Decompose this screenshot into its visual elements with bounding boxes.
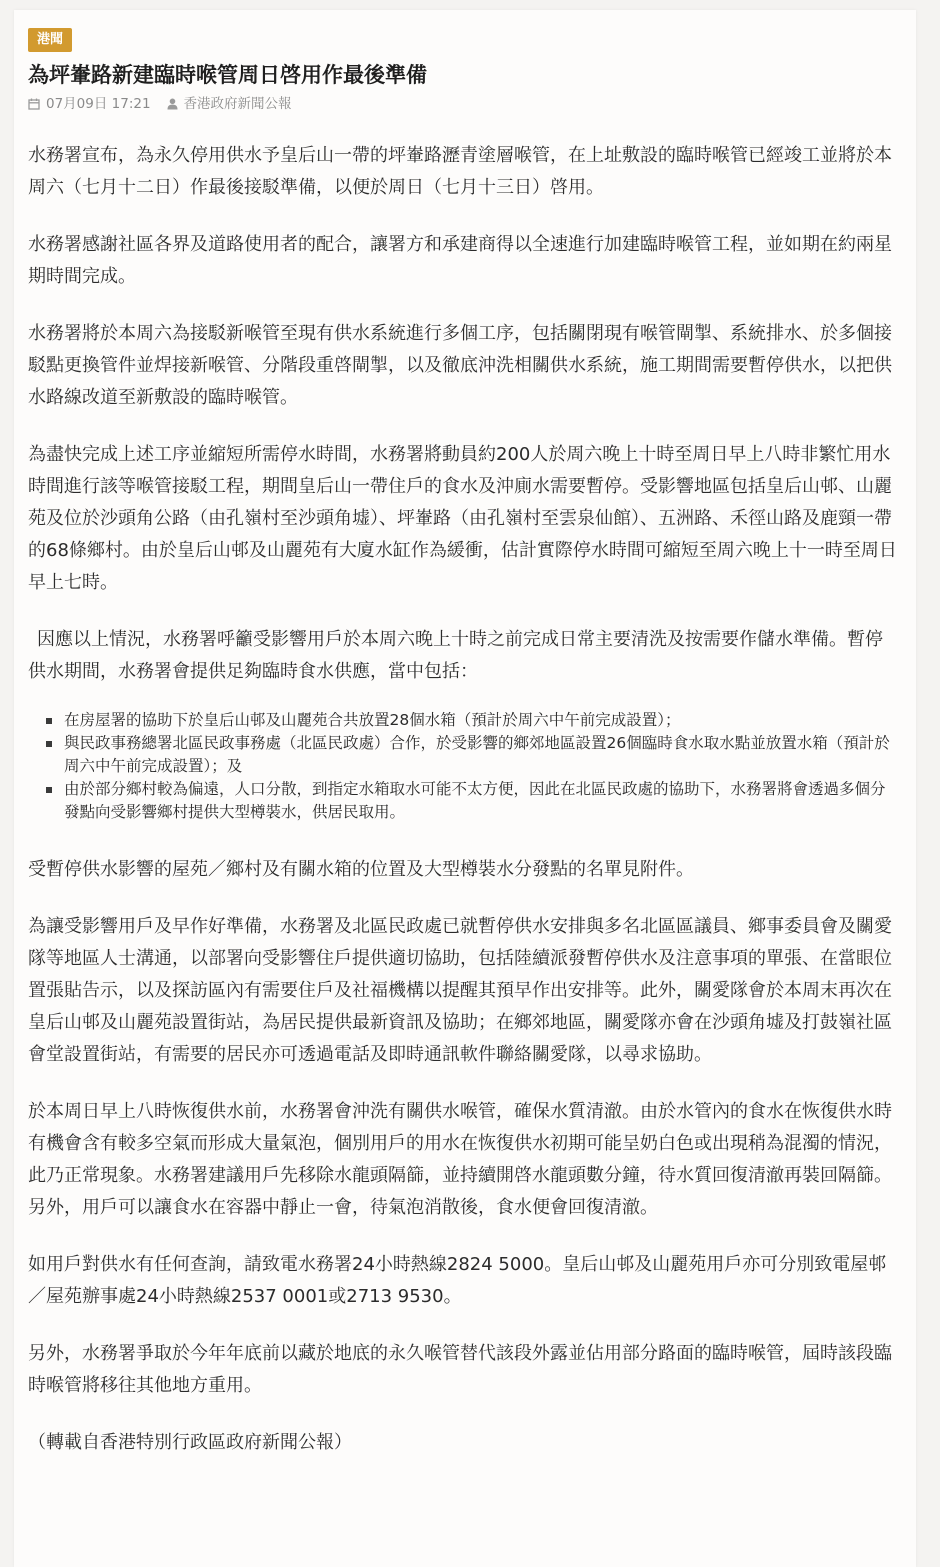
paragraph: 水務署將於本周六為接駁新喉管至現有供水系統進行多個工序，包括關閉現有喉管閘掣、系統排水、於多個接駁點更換管件並焊接新喉管、分階段重啓閘掣，以及徹底沖洗相關供水系統，施工期間需要暫停供水，以把供水路線改道至新敷設的臨時喉管。 [28,323,892,408]
category-badge[interactable]: 港聞 [28,28,72,52]
article-card [14,10,916,1567]
paragraph: 受暫停供水影響的屋苑／鄉村及有關水箱的位置及大型樽裝水分發點的名單見附件。 [28,859,694,880]
paragraph: 水務署宣布，為永久停用供水予皇后山一帶的坪輋路瀝青塗層喉管，在上址敷設的臨時喉管已經竣工並將於本周六（七月十二日）作最後接駁準備，以便於周日（七月十三日）啓用。 [28,145,892,198]
paragraph: 因應以上情況，水務署呼籲受影響用戶於本周六晚上十時之前完成日常主要清洗及按需要作儲水準備。暫停供水期間，水務署會提供足夠臨時食水供應，當中包括： [28,629,883,682]
article-date: 07月09日 17:21 [46,96,151,112]
paragraph: 為讓受影響用戶及早作好準備，水務署及北區民政處已就暫停供水安排與多名北區區議員、鄉事委員會及關愛隊等地區人士溝通，以部署向受影響住戶提供適切協助，包括陸續派發暫停供水及注意事項的單張、在當眼位置張貼告示，以及探訪區內有需要住戶及社福機構以提醒其預早作出安排等。此外，關愛隊會於本周末再次在皇后山邨及山麗苑設置街站，為居民提供最新資訊及協助；在鄉郊地區，關愛隊亦會在沙頭角墟及打鼓嶺社區會堂設置街站，有需要的居民亦可透過電話及即時通訊軟件聯絡關愛隊，以尋求協助。 [28,916,892,1065]
bullet-icon [46,718,52,724]
article-source[interactable]: 香港政府新聞公報 [183,96,292,112]
paragraph: 如用戶對供水有任何查詢，請致電水務署24小時熱線2824 5000。皇后山邨及山麗苑用戶亦可分別致電屋邨／屋苑辦事處24小時熱線2537 0001或2713 9530。 [28,1254,887,1307]
paragraph: 另外，水務署爭取於今年年底前以藏於地底的永久喉管替代該段外露並佔用部分路面的臨時喉管，屆時該段臨時喉管將移往其他地方重用。 [28,1343,892,1396]
paragraph: 水務署感謝社區各界及道路使用者的配合，讓署方和承建商得以全速進行加建臨時喉管工程，並如期在約兩星期時間完成。 [28,234,892,287]
calendar-icon [28,98,40,110]
date-meta [28,94,151,114]
article-body [28,140,900,1459]
source-credit: （轉載自香港特別行政區政府新聞公報） [28,1432,352,1453]
user-icon [167,98,178,110]
list-item: 在房屋署的協助下於皇后山邨及山麗苑合共放置28個水箱（預計於周六中午前完成設置）； [46,709,900,732]
list-item: 由於部分鄉村較為偏遠，人口分散，到指定水箱取水可能不太方便，因此在北區民政處的協助下，水務署將會透過多個分發點向受影響鄉村提供大型樽裝水，供居民取用。 [46,778,900,824]
source-meta [167,94,292,114]
article-meta [28,94,900,114]
paragraph: 於本周日早上八時恢復供水前，水務署會沖洗有關供水喉管，確保水質清澈。由於水管內的食水在恢復供水時有機會含有較多空氣而形成大量氣泡，個別用戶的用水在恢復供水初期可能呈奶白色或出現稍為混濁的情況，此乃正常現象。水務署建議用戶先移除水龍頭隔篩，並持續開啓水龍頭數分鐘，待水質回復清澈再裝回隔篩。另外，用戶可以讓食水在容器中靜止一會，待氣泡消散後，食水便會回復清澈。 [28,1101,892,1218]
bullet-icon [46,787,52,793]
article-title: 為坪輋路新建臨時喉管周日啓用作最後準備 [28,63,427,87]
list-item: 與民政事務總署北區民政事務處（北區民政處）合作，於受影響的鄉郊地區設置26個臨時食水取水點並放置水箱（預計於周六中午前完成設置）；及 [46,732,900,778]
paragraph: 為盡快完成上述工序並縮短所需停水時間，水務署將動員約200人於周六晚上十時至周日早上八時非繁忙用水時間進行該等喉管接駁工程，期間皇后山一帶住戶的食水及沖廁水需要暫停。受影響地區包括皇后山邨、山麗苑及位於沙頭角公路（由孔嶺村至沙頭角墟）、坪輋路（由孔嶺村至雲泉仙館）、五洲路、禾徑山路及鹿頸一帶的68條鄉村。由於皇后山邨及山麗苑有大廈水缸作為緩衝，估計實際停水時間可縮短至周六晚上十一時至周日早上七時。 [28,444,897,593]
supply-measures-list [28,709,900,824]
bullet-icon [46,741,52,747]
